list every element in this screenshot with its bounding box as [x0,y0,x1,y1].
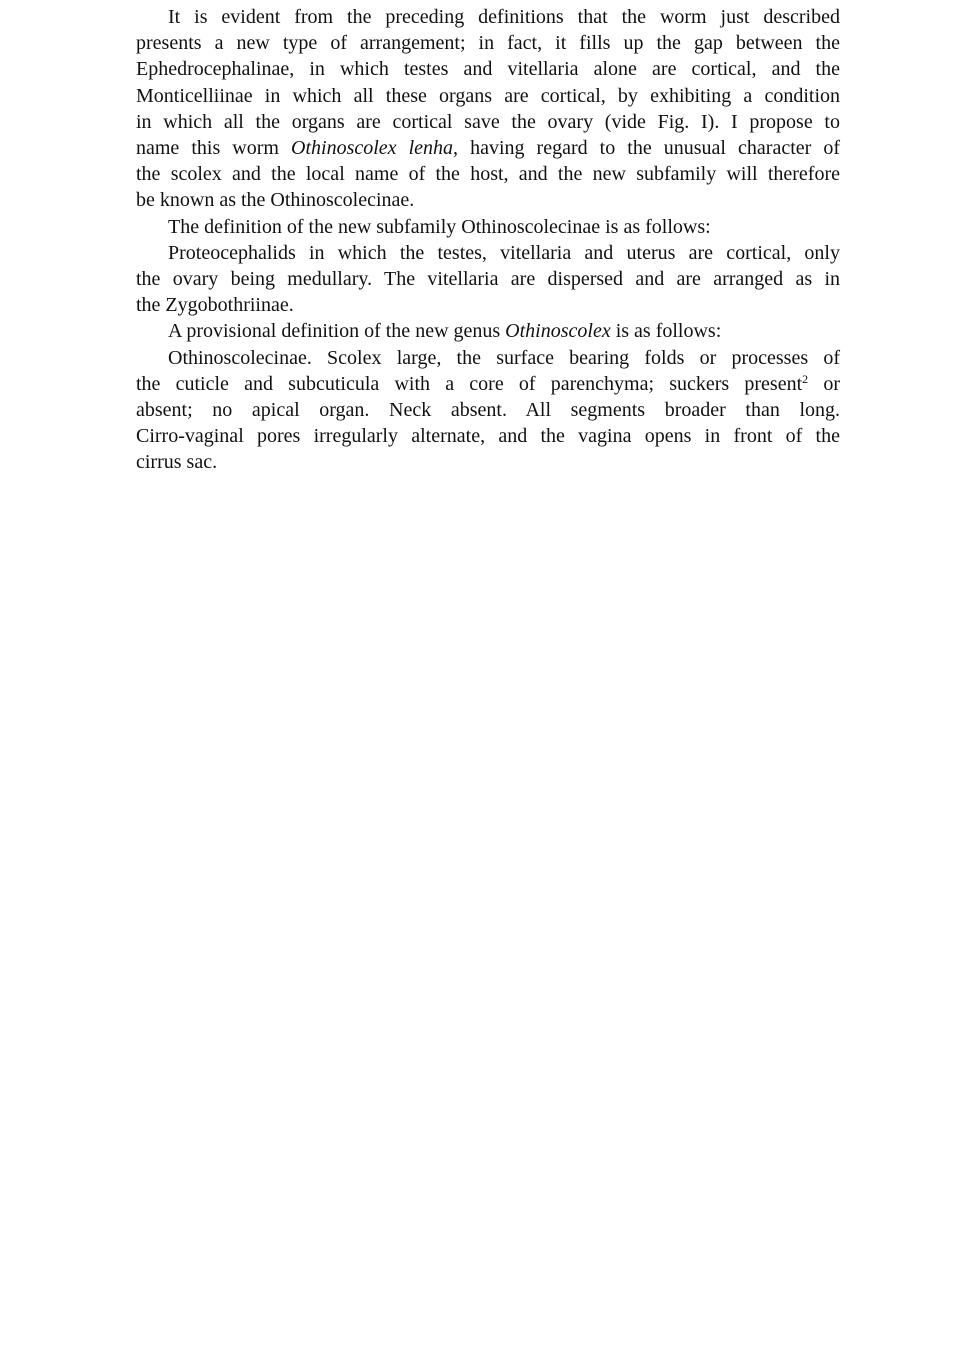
text-span: is as follows: [610,320,722,343]
text-span: A provisional definition of the new genus [168,320,506,343]
text-line: in which all the organs are cortical save the ovary (vide Fig. I). I propose to [136,110,840,133]
paragraph-5 [136,345,840,476]
text-span: , having regard to the unusual character of [453,137,840,160]
text-line: cirrus sac. [136,451,218,474]
text-span: or [808,372,840,395]
paragraph-2 [136,214,840,240]
text-line: Cirro-vaginal pores irregularly alternate, and the vagina opens in front of the [136,425,840,448]
text-line: presents a new type of arrangement; in fact, it fills up the gap between the [136,32,840,55]
text-line: the Zygobothriinae. [136,294,294,317]
text-line: Othinoscolecinae. Scolex large, the surface bearing folds or processes of [168,346,840,369]
document-page [136,4,840,476]
text-span: the cuticle and subcuticula with a core of parenchyma; suckers present [136,372,803,395]
paragraph-3 [136,240,840,319]
species-name: Othinoscolex lenha [291,137,454,160]
footnote-marker: 2 [802,371,809,386]
text-line: be known as the Othinoscolecinae. [136,189,415,212]
text-line: Ephedrocephalinae, in which testes and vitellaria alone are cortical, and the [136,58,840,81]
text-line [136,371,840,397]
text-span: name this worm [136,137,292,160]
genus-name: Othinoscolex [505,320,611,343]
text-line [136,135,840,161]
text-line: absent; no apical organ. Neck absent. All segments broader than long. [136,399,840,422]
text-line: the ovary being medullary. The vitellaria are dispersed and are arranged as in [136,268,840,291]
text-line: Monticelliinae in which all these organs are cortical, by exhibiting a condition [136,84,840,107]
text-line: It is evident from the preceding definitions that the worm just described [168,6,840,28]
text-line: The definition of the new subfamily Othinoscolecinae is as follows: [168,215,711,238]
paragraph-1 [136,4,840,214]
paragraph-4 [136,318,840,344]
text-line [136,318,840,344]
text-line: the scolex and the local name of the host, and the new subfamily will therefore [136,163,840,186]
text-line: Proteocephalids in which the testes, vitellaria and uterus are cortical, only [168,241,840,264]
